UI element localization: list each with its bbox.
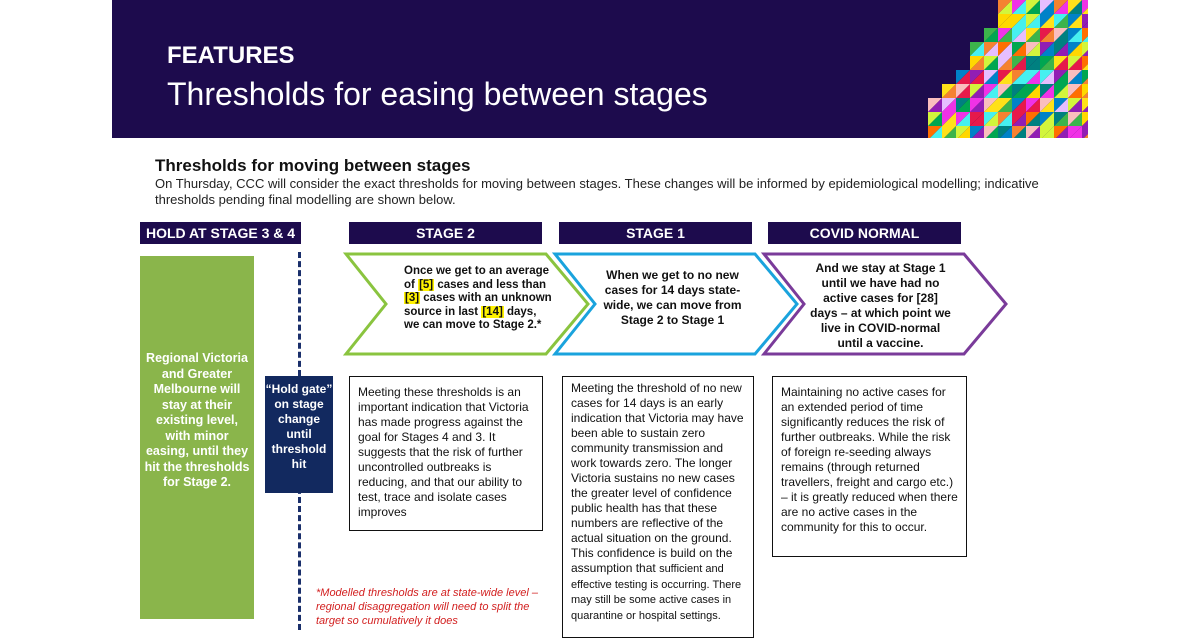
header-stage-1: STAGE 1: [559, 222, 752, 244]
color-mosaic-graphic: [928, 0, 1088, 138]
section-title: Thresholds for moving between stages: [155, 156, 471, 175]
stage-1-explanation: Meeting the threshold of no new cases for 14 days is an early indication that Victoria may have been able to sustain zero community transmission and work towards zero. The longer Victoria sustains no new cases the greater level of confidence public health has that these numbers are reflective of the actual situation on the ground. This confidence is build on the assumption that sufficient and effective testing is occurring. There may still be some active cases in quarantine or hospital settings.: [562, 376, 754, 638]
hold-column: [140, 256, 254, 619]
hold-gate-text: “Hold gate” on stage change until threshold hit: [265, 382, 333, 471]
banner-kicker: FEATURES: [167, 42, 295, 69]
banner-title: Thresholds for easing between stages: [167, 76, 708, 112]
stage-2-explanation: Meeting these thresholds is an important indication that Victoria has made progress against the goal for Stages 4 and 3. It suggests that the risk of further uncontrolled outbreaks is reducing, and that our ability to test, trace and isolate cases improves: [349, 376, 543, 531]
section-intro: On Thursday, CCC will consider the exact thresholds for moving between stages. These changes will be informed by epidemiological modelling; indicative thresholds pending final modelling are shown below.: [155, 176, 1039, 207]
threshold-active-days: [28]: [916, 291, 938, 305]
chevron-stage-1-text: When we get to no new cases for 14 days state-wide, we can move from Stage 2 to Stage 1: [603, 268, 742, 327]
modelling-footnote: *Modelled thresholds are at state-wide level – regional disaggregation will need to split the target so cumulatively it does: [316, 587, 538, 627]
header-banner: [112, 0, 1088, 138]
header-hold: HOLD AT STAGE 3 & 4: [140, 222, 301, 244]
hold-gate-box: [265, 376, 333, 493]
chevron-stage-2-text: Once we get to an average of [5] cases and less than [3] cases with an unknown source in last [14] days, we can move to Stage 2.*: [404, 265, 552, 331]
header-stage-2: STAGE 2: [349, 222, 542, 244]
threshold-days: [14]: [482, 305, 503, 318]
threshold-unknown-source: [3]: [405, 292, 420, 304]
covid-normal-explanation: Maintaining no active cases for an extended period of time significantly reduces the risk of further outbreaks. While the risk of foreign re-seeding always remains (through returned travellers, freight and cargo etc.) – it is greatly reduced when there are no active cases in the community for this to occur.: [772, 376, 967, 557]
header-covid-normal: COVID NORMAL: [768, 222, 961, 244]
chevron-covid-normal-text: And we stay at Stage 1 until we have had no active cases for [28] days – at which point we live in COVID-normal until a vaccine.: [810, 261, 951, 350]
hold-column-text: Regional Victoria and Greater Melbourne will stay at their existing level, with minor easing, until they hit the thresholds for Stage 2.: [144, 351, 250, 489]
threshold-average-cases: [5]: [419, 278, 434, 291]
